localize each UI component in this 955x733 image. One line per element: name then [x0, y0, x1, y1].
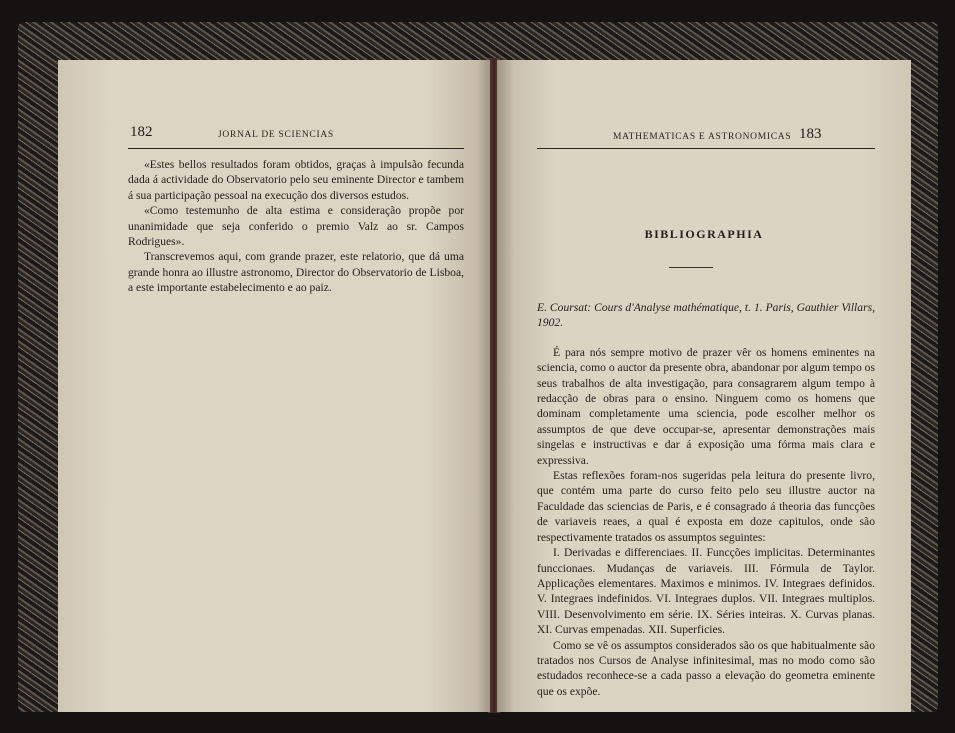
- left-page-number: 182: [130, 124, 153, 140]
- right-paragraph: I. Derivadas e differenciaes. II. Funcções implicitas. Determinantes funccionaes. Mudanças de variaveis. III. Fórmula de Taylor. Applicações elementares. Maximos e minimos. IV. Integraes definidos. V. Integraes indefinidos. VI. Integraes duplos. VII. Integraes multiplos. VIII. Desenvolvimento em série. IX. Séries inteiras. X. Curvas planas. XI. Curvas empenadas. XII. Superficies.: [537, 546, 875, 637]
- right-header-rule: [537, 148, 875, 149]
- left-paragraph: Transcrevemos aqui, com grande prazer, este relatorio, que dá uma grande honra ao illustre astronomo, Director do Observatorio de Lisboa, a este importante estabelecimento e ao paiz.: [128, 250, 464, 295]
- section-title: BIBLIOGRAPHIA: [644, 227, 764, 241]
- book-spread: [18, 22, 938, 712]
- left-running-head: JORNAL DE SCIENCIAS: [218, 130, 334, 140]
- left-page: [58, 60, 490, 712]
- section-divider: [669, 267, 713, 268]
- right-page-number: 183: [799, 126, 822, 142]
- left-paragraph: «Estes bellos resultados foram obtidos, graças à impulsão fecunda dada á actividade do Observatorio pelo seu eminente Director e tambem á sua participação pessoal na execução dos diversos estudos.: [128, 158, 464, 202]
- right-body-text: [537, 300, 875, 699]
- left-header-rule: [128, 148, 464, 149]
- left-paragraph: «Como testemunho de alta estima e consideração propõe por unanimidade que seja conferido o premio Valz ao sr. Campos Rodrigues».: [128, 204, 464, 249]
- bibliographic-reference: E. Coursat: Cours d'Analyse mathématique, t. 1. Paris, Gauthier Villars, 1902.: [537, 301, 875, 330]
- right-page: [497, 60, 911, 712]
- left-body-text: [128, 157, 464, 296]
- right-paragraph: Estas reflexões foram-nos sugeridas pela leitura do presente livro, que contém uma parte do curso feito pelo seu illustre auctor na Faculdade das sciencias de Paris, e é consagrado á theoria das funcções de variaveis reaes, a qual é exposta em doze capitulos, onde são respectivamente tratados os assumptos seguintes:: [537, 469, 875, 544]
- right-running-head: MATHEMATICAS E ASTRONOMICAS: [613, 132, 792, 142]
- right-paragraph: Como se vê os assumptos considerados são os que habitualmente são tratados nos Cursos de Analyse infinitesimal, mas no modo como são estudados reconhece-se a cada passo a elevação do geometra eminente que os expõe.: [537, 638, 875, 698]
- right-paragraph: É para nós sempre motivo de prazer vêr os homens eminentes na sciencia, como o auctor da presente obra, abandonar por algum tempo os seus trabalhos de alta investigação, para consagrarem algum tempo à redacção de obras para o ensino. Ninguem como os homens que dominam completamente uma sciencia, pode escolher melhor os assumptos de que deve occupar-se, apresentar demonstrações mais singelas e instructivas e dar á exposição uma fórma mais clara e expressiva.: [537, 345, 875, 467]
